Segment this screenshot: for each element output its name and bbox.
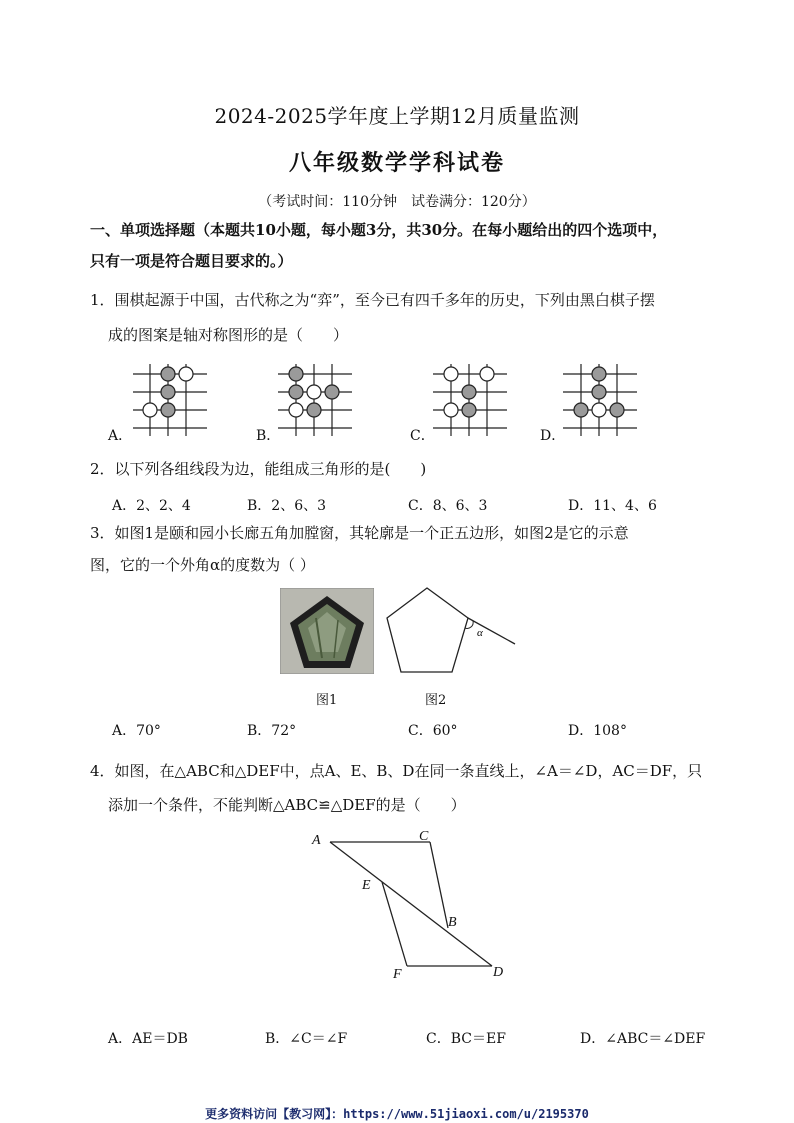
paper-title: 八年级数学学科试卷 bbox=[288, 150, 505, 176]
q4-option-d: D．∠ABC＝∠DEF bbox=[580, 1031, 706, 1047]
point-e-label: E bbox=[362, 878, 371, 893]
exam-title: 2024-2025学年度上学期12月质量监测 bbox=[214, 104, 580, 128]
q1-text-cont: 成的图案是轴对称图形的是（ ） bbox=[108, 326, 349, 344]
q2-option-a: A．2、2、4 bbox=[112, 498, 191, 514]
window-photo bbox=[280, 588, 374, 674]
q1-option-a: A． bbox=[108, 428, 133, 444]
point-a-label: A bbox=[312, 833, 321, 848]
q1-option-d: D． bbox=[540, 428, 566, 444]
alpha-label: α bbox=[477, 627, 483, 639]
pentagon-diagram bbox=[385, 586, 520, 678]
fig1-caption: 图1 bbox=[316, 693, 338, 708]
q3-option-b: B．72° bbox=[247, 723, 297, 739]
q2-option-d: D．11、4、6 bbox=[568, 498, 657, 514]
q4-option-a: A．AE＝DB bbox=[108, 1031, 188, 1047]
q3-option-c: C．60° bbox=[408, 723, 458, 739]
q1-figures bbox=[100, 362, 660, 446]
q4-text: 4．如图，在△ABC和△DEF中，点A、E、B、D在同一条直线上，∠A＝∠D，AC＝DF，只 bbox=[90, 762, 703, 780]
footer-link[interactable]: 更多资料访问【教习网】：https://www.51jiaoxi.com/u/2195370 bbox=[205, 1107, 589, 1121]
q3-text-cont: 图，它的一个外角α的度数为（ ） bbox=[90, 556, 315, 574]
q1-text: 1．围棋起源于中国，古代称之为“弈”，至今已有四千多年的历史，下列由黑白棋子摆 bbox=[90, 291, 655, 309]
triangles-diagram bbox=[300, 826, 520, 986]
point-d-label: D bbox=[493, 965, 504, 980]
q2-text: 2．以下列各组线段为边，能组成三角形的是( ) bbox=[90, 460, 427, 478]
point-b-label: B bbox=[448, 915, 457, 930]
q1-option-b: B． bbox=[256, 428, 281, 444]
q1-option-c: C． bbox=[410, 428, 435, 444]
q4-text-cont: 添加一个条件，不能判断△ABC≌△DEF的是（ ） bbox=[108, 796, 466, 814]
section-heading-cont: 只有一项是符合题目要求的。） bbox=[90, 252, 293, 270]
q3-option-d: D．108° bbox=[568, 723, 627, 739]
point-f-label: F bbox=[393, 967, 402, 982]
q2-option-b: B．2、6、3 bbox=[247, 498, 327, 514]
fig2-caption: 图2 bbox=[425, 693, 447, 708]
q3-option-a: A．70° bbox=[112, 723, 161, 739]
point-c-label: C bbox=[419, 829, 429, 844]
q4-option-b: B．∠C＝∠F bbox=[265, 1031, 348, 1047]
exam-info: （考试时间：110分钟 试卷满分：120分） bbox=[258, 194, 536, 210]
q4-option-c: C．BC＝EF bbox=[426, 1031, 506, 1047]
section-heading: 一、单项选择题（本题共10小题，每小题3分，共30分。在每小题给出的四个选项中， bbox=[90, 221, 668, 239]
q3-text: 3．如图1是颐和园小长廊五角加膛窗，其轮廓是一个正五边形，如图2是它的示意 bbox=[90, 524, 629, 542]
q2-option-c: C．8、6、3 bbox=[408, 498, 488, 514]
